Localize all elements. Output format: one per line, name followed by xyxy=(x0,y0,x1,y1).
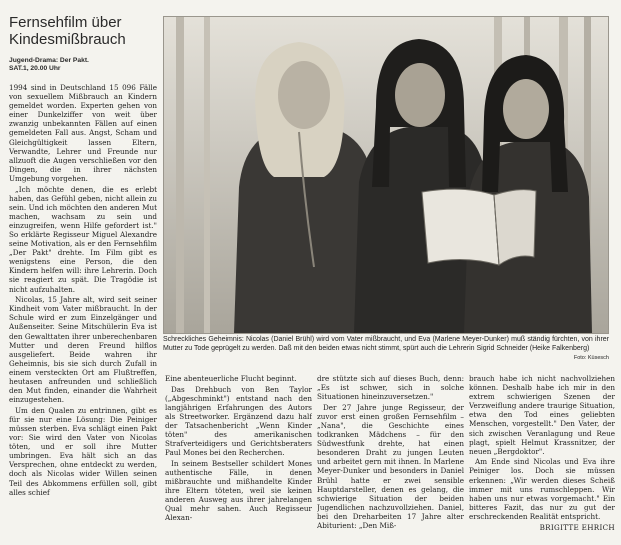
text-column-4 xyxy=(469,374,615,540)
paragraph: Der 27 Jahre junge Regisseur, der zuvor erst einen großen Fernsehfilm – „Nana", die Geschichte eines todkranken Mädchens – für den Südwestfunk drehte, hat einen besonderen Draht zu jungen Leuten und arbeitet gern mit ihnen. In Marlene Meyer-Dunker und besonders in Daniel Brühl hatte er zwei sensible Hauptdarsteller, denen es gelang, die schwierige Situation der beiden Jugendlichen nachzuvollziehen. Daniel, bei den Dreharbeiten 17 Jahre alter Abiturient: „Den Miß- xyxy=(317,402,464,530)
program-info xyxy=(9,57,159,73)
paragraph: dre stützte sich auf dieses Buch, denn: „Es ist schwer, sich in solche Situationen hineinzuversetzen." xyxy=(317,374,464,402)
paragraph: 1994 sind in Deutschland 15 096 Fälle von sexuellem Mißbrauch an Kindern gemeldet worden. Experten gehen von einer Dunkelziffer von weit über zwanzig unbekannten Fällen auf einen gemeldeten Fall aus. Angst, Scham und Gleichgültigkeit lassen Eltern, Verwandte, Lehrer und Freunde nur allzuoft die Augen verschließen vor den Dingen, die in ihrer nächsten Umgebung vorgehen. xyxy=(9,83,157,183)
headline xyxy=(9,14,159,48)
photo-illustration xyxy=(164,17,608,333)
photo-credit: Foto: Küsesch xyxy=(573,354,609,361)
headline-line-2: Kindesmißbrauch xyxy=(9,31,126,48)
paragraph: Das Drehbuch von Ben Taylor („Abgeschminkt") entstand nach den langjährigen Erfahrungen des Autors als Streetworker. Ergänzend dazu half der Tatsachenbericht „Wenn Kinder töten" des amerikanischen Strafverteidigers und Gerichtsberaters Paul Mones bei den Recherchen. xyxy=(165,384,312,458)
paragraph: brauch habe ich nicht nachvollziehen können. Deshalb habe ich mir in den extrem schwierigen Szenen der Verzweiflung andere traurige Situation, etwa den Tod eines geliebten Menschen, vorgestellt." Den Vater, der sich zwischen Veranlagung und Reue plagt, spielt Helmut Krassnitzer, der neuen „Bergdoktor". xyxy=(469,374,615,456)
film-still-photo xyxy=(163,16,609,334)
paragraph: Am Ende sind Nicolas und Eva ihre Peiniger los. Doch sie müssen erkennen: „Wir werden dieses Scheiß immer mit uns rumschleppen. Wir haben uns nur etwas vorgemacht." Ein bitteres Fazit, das nur zu gut der erschreckenden Realität entspricht. xyxy=(469,457,615,521)
paragraph: „Ich möchte denen, die es erlebt haben, das Gefühl geben, nicht allein zu sein. Und ich möchten den anderen Mut machen, wachsam zu sein und einzugreifen, wenn Hilfe gefordert ist." So erklärte Regisseur Miguel Alexandre seine Motivation, als er den Fernsehfilm „Der Pakt" drehte. Im Film gibt es wenigstens eine Person, die den Kindern helfen will: ihre Lehrerin. Doch sie reagiert zu spät. Die Tragödie ist nicht aufzuhalten. xyxy=(9,184,157,294)
text-column-3 xyxy=(317,374,464,540)
paragraph: In seinem Bestseller schildert Mones authentische Fälle, in denen mißbrauchte und mißhandelte Kinder ihre Eltern töteten, weil sie keinen anderen Ausweg aus ihrer jahrelangen Qual mehr sahen. Auch Regisseur Alexan- xyxy=(165,458,312,523)
author-signature: BRIGITTE EHRICH xyxy=(539,522,615,532)
program-title: Jugend-Drama: Der Pakt. xyxy=(9,57,89,64)
broadcast-time: SAT.1, 20.00 Uhr xyxy=(9,65,61,72)
paragraph: Nicolas, 15 Jahre alt, wird seit seiner Kindheit vom Vater mißbraucht. In der Schule wird er zum Einzelgänger und Außenseiter. Seine Mitschülerin Eva ist den Gewalttaten ihrer unberechenbaren Mutter und deren Freund hilflos ausgeliefert. Beide wahren ihr Geheimnis, bis sie sich durch Zufall in einem versteckten Ort am Flußtreffen, heutasen anfreunden und schließlich den Mut finden, einander die Wahrheit einzugestehen. xyxy=(9,295,157,405)
headline-line-1: Fernsehfilm über xyxy=(9,14,122,31)
text-column-2 xyxy=(165,374,312,540)
paragraph: Eine abenteuerliche Flucht beginnt. xyxy=(165,374,297,383)
paragraph: Um den Qualen zu entrinnen, gibt es für sie nur eine Lösung: Die Peiniger müssen sterben. Eva schlägt einen Pakt vor: Sie wird den Vater von Nicolas töten, und er soll ihre Mutter umbringen. Eva hält sich an das Versprechen, ohne entdeckt zu werden, doch als Nicolas wider Willen seinen Teil des Abkommens erfüllen soll, gibt alles schief xyxy=(9,405,157,497)
caption-text: Schreckliches Geheimnis: Nicolas (Daniel Brühl) wird vom Vater mißbraucht, und Eva (Marlene Meyer-Dunker) muß ständig fürchten, von ihrer Mutter zu Tode geprügelt zu werden. Daß mit den beiden etwas nicht stimmt, spürt auch die Lehrerin Sigrid Schneider (Heike Falkenberg) xyxy=(163,336,609,352)
photo-caption xyxy=(163,336,609,362)
text-column-1 xyxy=(9,83,157,538)
